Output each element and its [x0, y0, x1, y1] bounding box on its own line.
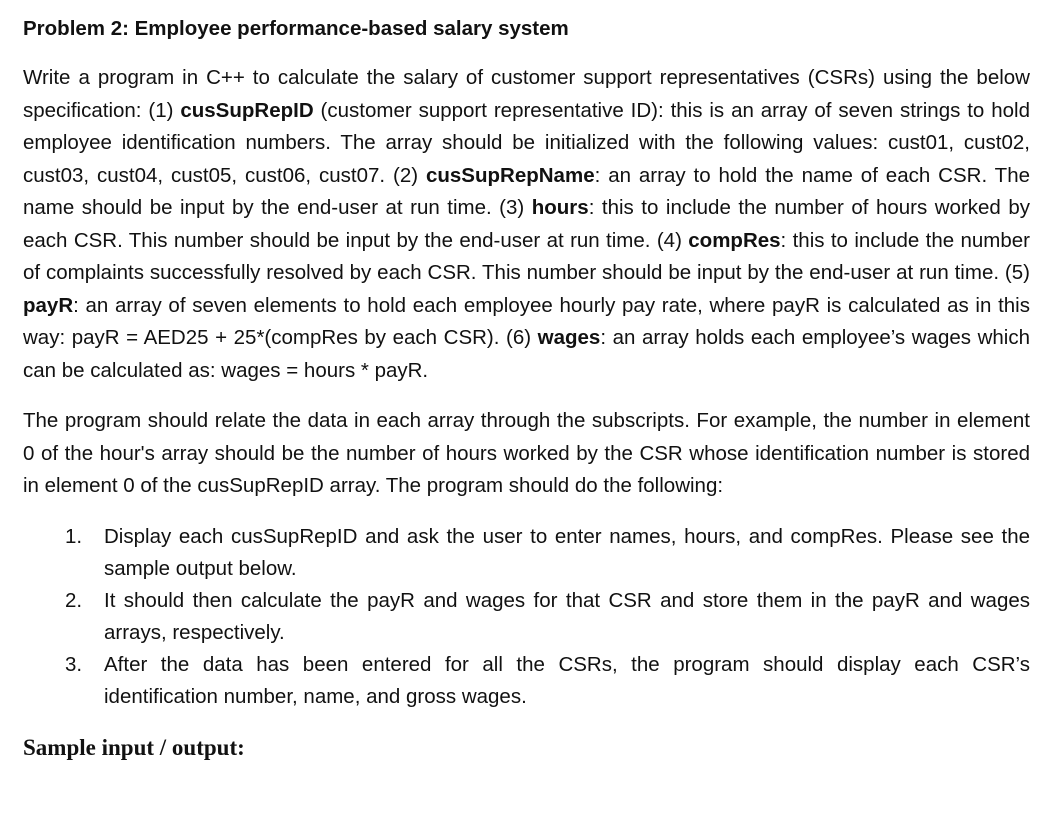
term-cusSupRepID: cusSupRepID	[180, 98, 314, 122]
subscripts-paragraph: The program should relate the data in each array through the subscripts. For example, the number in element 0 of the hour's array should be the number of hours worked by the CSR whose identification number is stored in element 0 of the cusSupRepID array. The program should do the following:	[23, 409, 1030, 497]
term-wages: wages	[537, 326, 601, 349]
text-span: : an array holds each employee’s wages which can be calculated as: wages = hours * payR.	[23, 326, 1030, 382]
text-span: : this to include the number of complaints successfully resolved by each CSR. This number should be input by the end-user at run time. (5)	[23, 228, 1031, 284]
text-span: : an array of seven elements to hold each employee hourly pay rate, where payR is calculated as in this way: payR = AED25 + 25*(compRes by each CSR). (6)	[23, 293, 1030, 349]
text-span: (customer support representative ID): this is an array of seven strings to hold employee identification numbers. The array should be initialized with the following values: cust01, cust02, cust03, cust04, cust05, cust06, cust07. (2)	[23, 98, 1030, 187]
problem-title: Problem 2: Employee performance-based salary system	[23, 17, 569, 40]
term-hours: hours	[531, 196, 589, 219]
list-number: 3.	[65, 652, 83, 676]
list-number: 1.	[65, 524, 83, 548]
specification-paragraph	[23, 62, 1030, 387]
list-item	[23, 585, 1030, 649]
term-compRes: compRes	[688, 228, 781, 252]
list-text: It should then calculate the payR and wages for that CSR and store them in the payR and wages arrays, respectively.	[104, 588, 1030, 644]
list-text: After the data has been entered for all the CSRs, the program should display each CSR’s identification number, name, and gross wages.	[104, 652, 1030, 708]
list-item	[23, 521, 1030, 585]
text-span: : an array to hold the name of each CSR. The name should be input by the end-user at run time. (3)	[23, 163, 1030, 219]
text-span: : this to include the number of hours worked by each CSR. This number should be input by the end-user at run time. (4)	[23, 196, 1030, 252]
term-cusSupRepName: cusSupRepName	[425, 163, 595, 187]
term-payR: payR	[23, 293, 74, 317]
text-span: Write a program in C++ to calculate the salary of customer support representatives (CSRs) using the below specification: (1)	[23, 66, 1030, 122]
sample-heading: Sample input / output:	[23, 734, 245, 760]
list-item	[23, 649, 1030, 713]
steps-list	[23, 521, 1030, 713]
list-text: Display each cusSupRepID and ask the user to enter names, hours, and compRes. Please see the sample output below.	[104, 524, 1030, 580]
list-number: 2.	[65, 588, 83, 612]
